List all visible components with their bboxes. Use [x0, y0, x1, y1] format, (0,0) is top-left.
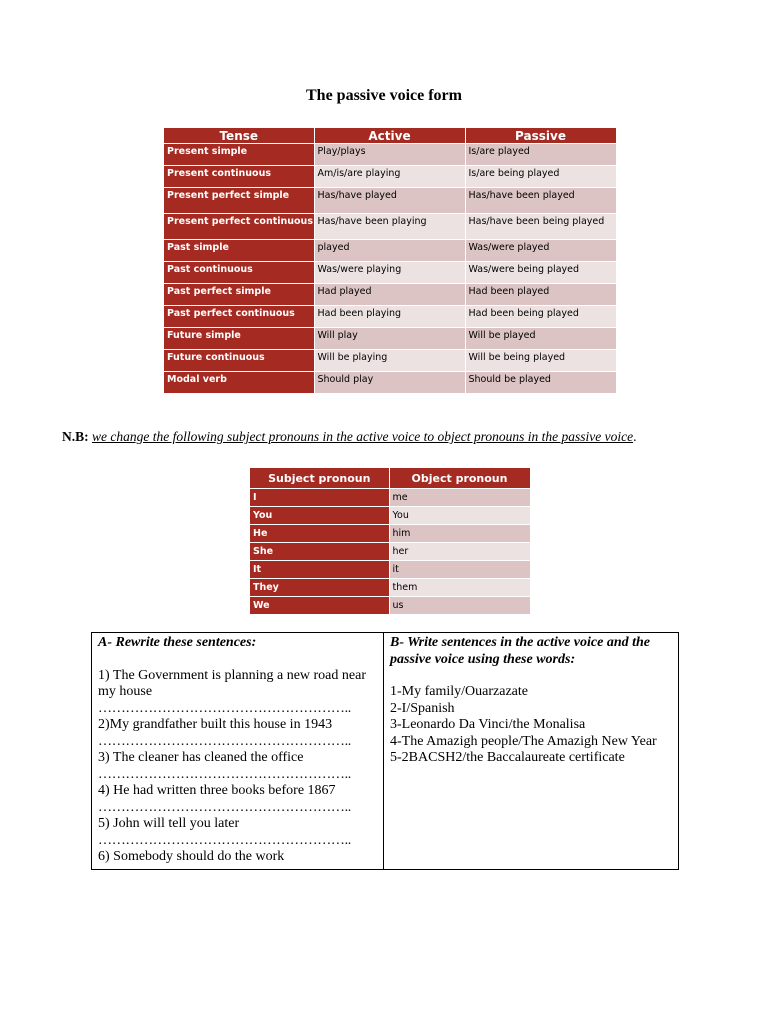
exercise-b-item: 2-I/Spanish: [390, 700, 455, 716]
active-cell: Has/have been playing: [314, 214, 465, 240]
tense-cell: Modal verb: [164, 372, 314, 394]
active-cell: Was/were playing: [314, 262, 465, 284]
exercise-a-heading: A- Rewrite these sentences:: [98, 635, 257, 650]
tense-table-row: [164, 372, 616, 394]
passive-cell: Has/have been being played: [465, 214, 616, 240]
object-pronoun-cell: me: [389, 489, 530, 507]
answer-line[interactable]: ………………………………………………..: [98, 700, 352, 716]
answer-line[interactable]: ………………………………………………..: [98, 733, 352, 749]
header-object-pronoun: Object pronoun: [389, 468, 530, 489]
exercise-table: [91, 632, 679, 870]
subject-pronoun-cell: You: [250, 507, 389, 525]
tense-cell: Present perfect continuous: [164, 214, 314, 240]
tense-cell: Future simple: [164, 328, 314, 350]
pronoun-table-row: [250, 543, 530, 561]
tense-cell: Past continuous: [164, 262, 314, 284]
header-active: Active: [314, 128, 465, 144]
pronoun-table: [250, 468, 531, 615]
subject-pronoun-cell: They: [250, 579, 389, 597]
exercise-a-sentence: 4) He had written three books before 1867: [98, 783, 336, 798]
subject-pronoun-cell: It: [250, 561, 389, 579]
pronoun-table-header: [250, 468, 530, 489]
exercise-b-item: 1-My family/Ouarzazate: [390, 684, 528, 699]
pronoun-table-row: [250, 579, 530, 597]
active-cell: Am/is/are playing: [314, 166, 465, 188]
active-cell: Will be playing: [314, 350, 465, 372]
exercise-b-cell: [384, 633, 679, 870]
passive-cell: Should be played: [465, 372, 616, 394]
active-cell: Had played: [314, 284, 465, 306]
tense-table: [164, 128, 617, 394]
passive-cell: Will be played: [465, 328, 616, 350]
active-cell: Has/have played: [314, 188, 465, 214]
exercise-a-sentence: 5) John will tell you later: [98, 816, 240, 831]
note-end: .: [633, 429, 637, 444]
active-cell: played: [314, 240, 465, 262]
object-pronoun-cell: him: [389, 525, 530, 543]
active-cell: Will play: [314, 328, 465, 350]
exercise-b-item: 4-The Amazigh people/The Amazigh New Year: [390, 733, 657, 749]
tense-table-row: [164, 284, 616, 306]
pronoun-table-row: [250, 489, 530, 507]
subject-pronoun-cell: We: [250, 597, 389, 615]
exercise-b-item: 5-2BACSH2/the Baccalaureate certificate: [390, 750, 625, 765]
object-pronoun-cell: her: [389, 543, 530, 561]
header-tense: Tense: [164, 128, 314, 144]
tense-table-row: [164, 144, 616, 166]
exercise-b-item: 3-Leonardo Da Vinci/the Monalisa: [390, 717, 586, 732]
tense-cell: Present simple: [164, 144, 314, 166]
tense-table-row: [164, 350, 616, 372]
tense-table-header: [164, 128, 616, 144]
answer-line[interactable]: ………………………………………………..: [98, 766, 352, 782]
active-cell: Play/plays: [314, 144, 465, 166]
pronoun-table-row: [250, 507, 530, 525]
tense-cell: Past perfect continuous: [164, 306, 314, 328]
tense-table-row: [164, 262, 616, 284]
tense-table-row: [164, 166, 616, 188]
tense-table-row: [164, 188, 616, 214]
pronoun-table-body: [250, 489, 530, 615]
object-pronoun-cell: You: [389, 507, 530, 525]
header-passive: Passive: [465, 128, 616, 144]
exercise-a-sentence: 6) Somebody should do the work: [98, 849, 285, 864]
passive-cell: Will be being played: [465, 350, 616, 372]
exercise-a-cell: [92, 633, 384, 870]
page-title: The passive voice form: [306, 87, 462, 104]
passive-cell: Had been played: [465, 284, 616, 306]
exercise-b-items: [390, 684, 672, 767]
tense-table-row: [164, 214, 616, 240]
pronoun-table-row: [250, 525, 530, 543]
object-pronoun-cell: them: [389, 579, 530, 597]
note-text: we change the following subject pronouns in the active voice to object pronouns in the passive voice: [92, 429, 634, 444]
tense-table-row: [164, 240, 616, 262]
tense-cell: Future continuous: [164, 350, 314, 372]
tense-cell: Present perfect simple: [164, 188, 314, 214]
object-pronoun-cell: us: [389, 597, 530, 615]
exercise-a-items: [98, 668, 377, 866]
pronoun-table-row: [250, 561, 530, 579]
active-cell: Had been playing: [314, 306, 465, 328]
pronoun-table-row: [250, 597, 530, 615]
passive-cell: Was/were being played: [465, 262, 616, 284]
note-label: N.B:: [62, 429, 89, 444]
passive-cell: Has/have been played: [465, 188, 616, 214]
passive-cell: Had been being played: [465, 306, 616, 328]
tense-table-row: [164, 328, 616, 350]
tense-table-body: [164, 144, 616, 394]
subject-pronoun-cell: She: [250, 543, 389, 561]
subject-pronoun-cell: He: [250, 525, 389, 543]
object-pronoun-cell: it: [389, 561, 530, 579]
note: [62, 429, 637, 445]
subject-pronoun-cell: I: [250, 489, 389, 507]
header-subject-pronoun: Subject pronoun: [250, 468, 389, 489]
passive-cell: Was/were played: [465, 240, 616, 262]
passive-cell: Is/are being played: [465, 166, 616, 188]
tense-cell: Present continuous: [164, 166, 314, 188]
exercise-a-sentence: 1) The Government is planning a new road near my house: [98, 667, 366, 699]
exercise-a-sentence: 3) The cleaner has cleaned the office: [98, 750, 304, 765]
passive-cell: Is/are played: [465, 144, 616, 166]
exercise-a-sentence: 2)My grandfather built this house in 1943: [98, 717, 333, 732]
exercise-b-heading: B- Write sentences in the active voice and the passive voice using these words:: [390, 635, 651, 667]
answer-line[interactable]: ………………………………………………..: [98, 799, 352, 815]
tense-cell: Past perfect simple: [164, 284, 314, 306]
tense-cell: Past simple: [164, 240, 314, 262]
answer-line[interactable]: ………………………………………………..: [98, 832, 352, 848]
active-cell: Should play: [314, 372, 465, 394]
tense-table-row: [164, 306, 616, 328]
